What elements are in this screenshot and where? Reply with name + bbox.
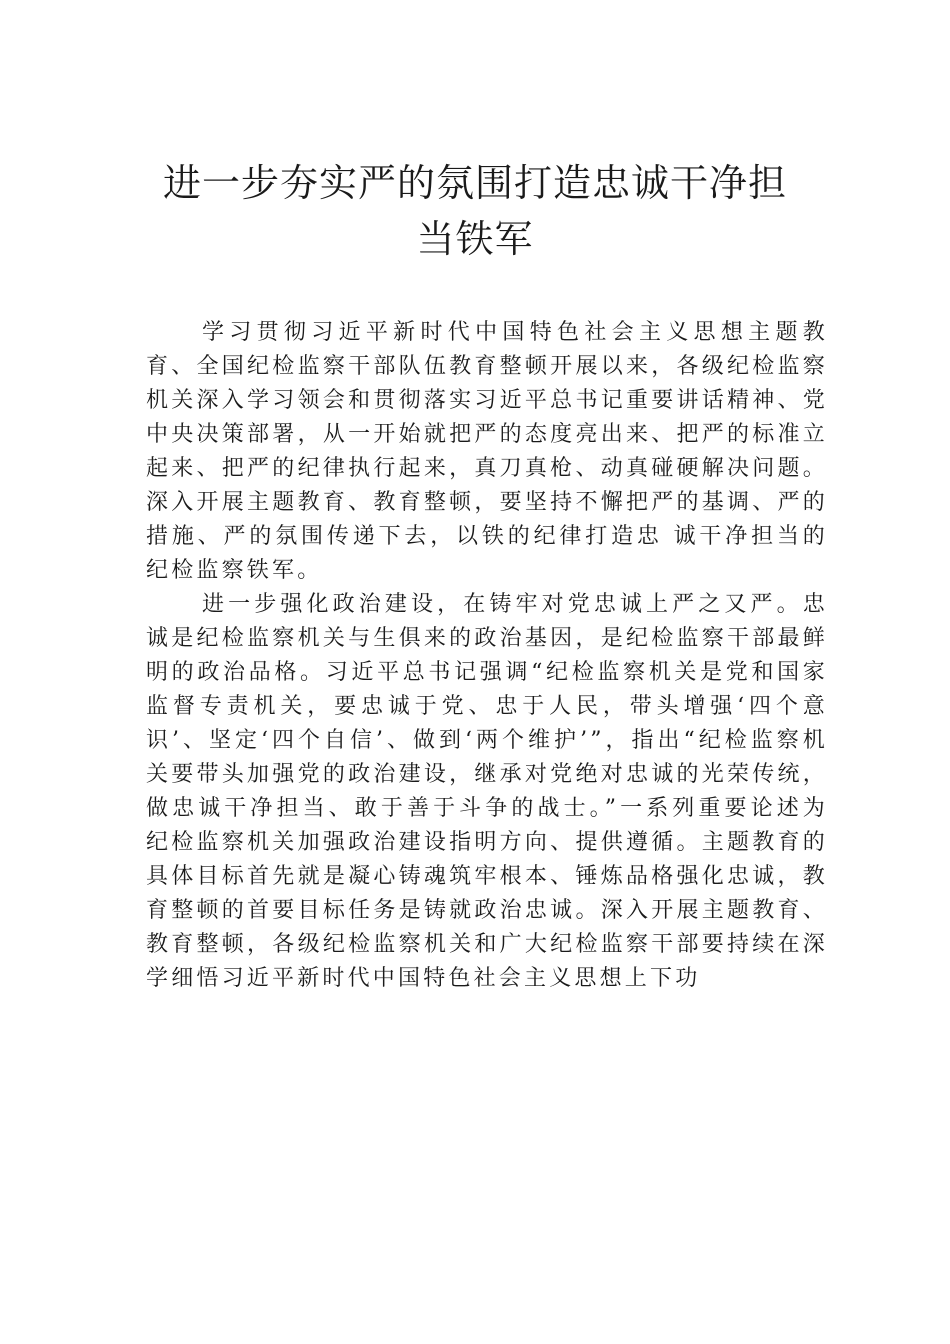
document-title: 进一步夯实严的氛围打造忠诚干净担当铁军 — [162, 161, 787, 261]
paragraph-political-building: 进一步强化政治建设，在铸牢对党忠诚上严之又严。忠诚是纪检监察机关与生俱来的政治基因，是纪检监察干部最鲜明的政治品格。习近平总书记强调“纪检监察机关是党和国家监督专责机关，要忠诚于党、忠于人民，带头增强‘四个意识’、坚定‘四个自信’、做到‘两个维护’”，指出“纪检监察机关要带头加强党的政治建设，继承对党绝对忠诚的光荣传统，做忠诚干净担当、敢于善于斗争的战士。”一系列重要论述为纪检监察机关加强政治建设指明方向、提供遵循。主题教育的具体目标首先就是凝心铸魂筑牢根本、锤炼品格强化忠诚，教育整顿的首要目标任务是铸就政治忠诚。深入开展主题教育、教育整顿，各级纪检监察机关和广大纪检监察干部要持续在深学细悟习近平新时代中国特色社会主义思想上下功 — [146, 592, 828, 991]
paragraph-intro: 学习贯彻习近平新时代中国特色社会主义思想主题教育、全国纪检监察干部队伍教育整顿开展以来，各级纪检监察机关深入学习领会和贯彻落实习近平总书记重要讲话精神、党中央决策部署，从一开始就把严的态度亮出来、把严的标准立起来、把严的纪律执行起来，真刀真枪、动真碰硬解决问题。深入开展主题教育、教育整顿，要坚持不懈把严的基调、严的措施、严的氛围传递下去，以铁的纪律打造忠 诚干净担当的纪检监察铁军。 — [146, 320, 828, 583]
document-body — [146, 316, 828, 996]
